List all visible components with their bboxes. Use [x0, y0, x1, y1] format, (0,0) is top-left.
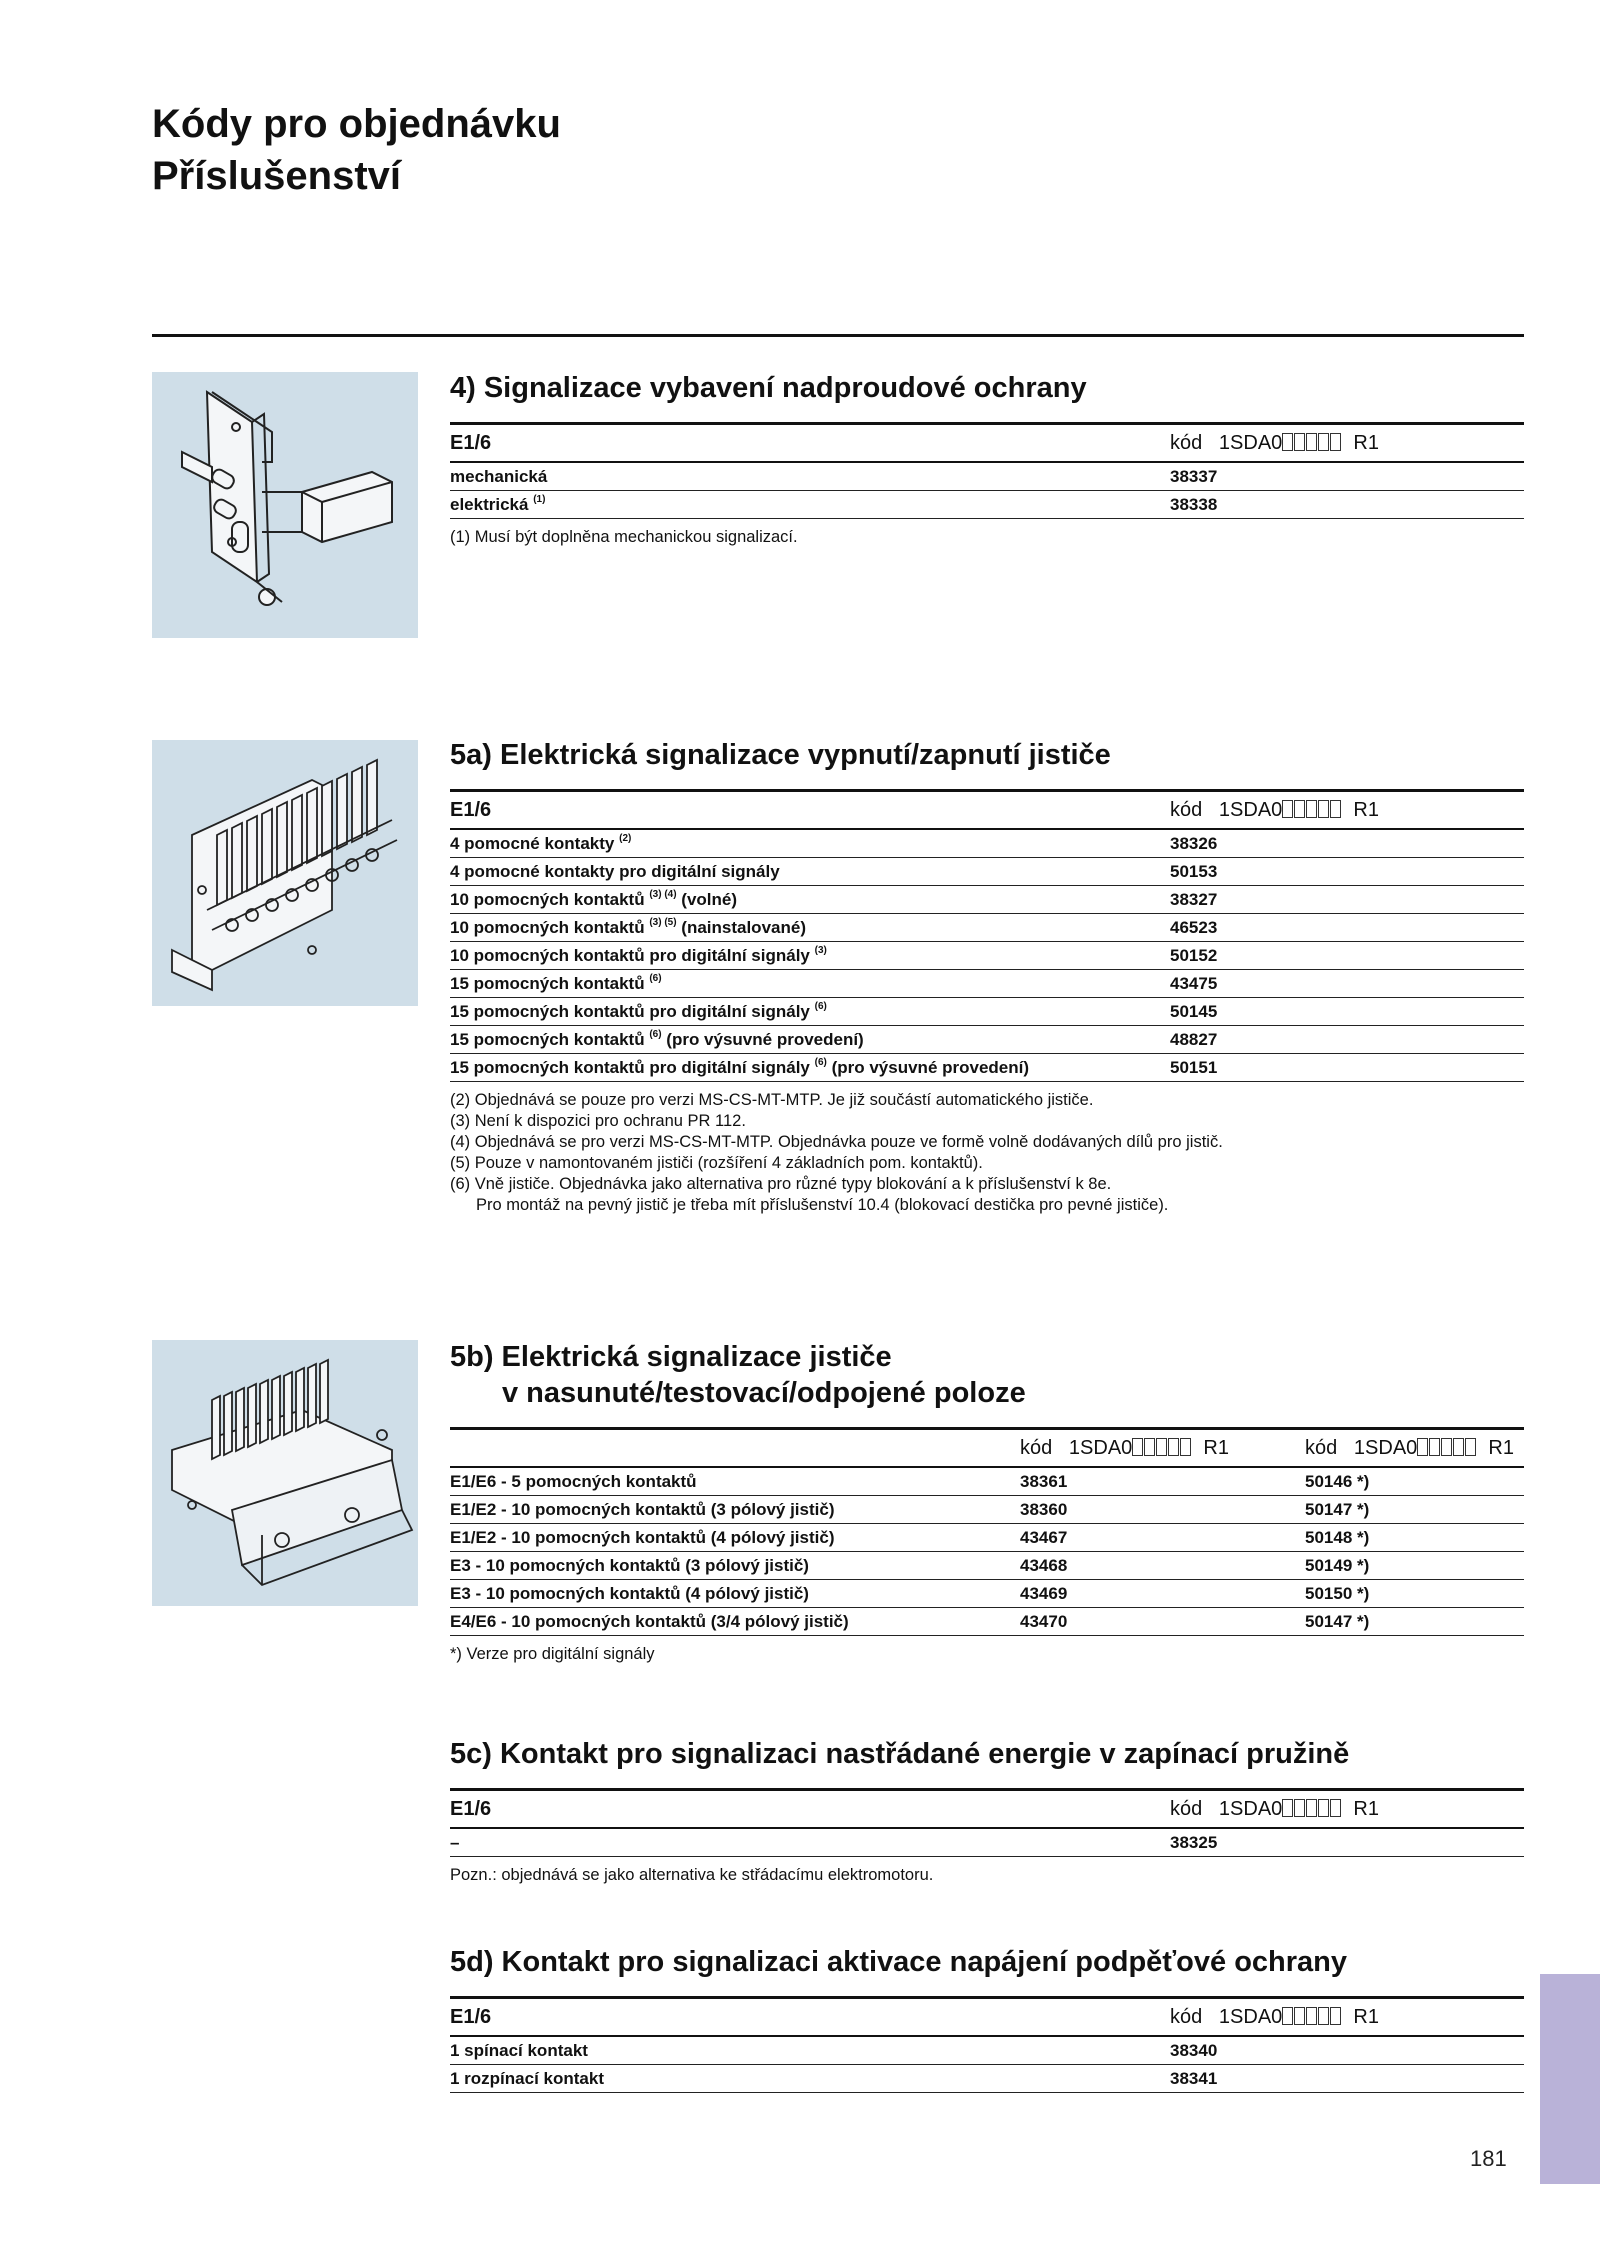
codes-table [450, 422, 1524, 519]
row-code: 38327 [1170, 886, 1524, 914]
row-label: 10 pomocných kontaktů $^{(3) (5)}$ (nainstalované) [450, 914, 1170, 942]
row-code: 38360 [1020, 1496, 1305, 1524]
section-title-line1: 5b) Elektrická signalizace jističe [450, 1341, 892, 1373]
section-title: 5a) Elektrická signalizace vypnutí/zapnutí jističe [450, 739, 1111, 771]
codes-table [450, 1996, 1524, 2093]
row-label: 10 pomocných kontaktů $^{(3) (4)}$ (volné) [450, 886, 1170, 914]
page-number: 181 [1470, 2146, 1507, 2171]
table-row [450, 942, 1524, 970]
kod-label: kód [1020, 1436, 1053, 1459]
table-row [450, 1524, 1524, 1552]
row-code: 38361 [1020, 1467, 1305, 1496]
kod-prefix-code: 1SDA0 [1218, 798, 1283, 821]
top-divider [152, 334, 1524, 337]
row-code-digital: 50150 *) [1305, 1580, 1524, 1608]
section-overcurrent-signal [450, 370, 1524, 548]
row-label: 4 pomocné kontakty pro digitální signály [450, 858, 1170, 886]
code-placeholder-boxes [1132, 1437, 1192, 1460]
row-code: 43475 [1170, 970, 1524, 998]
row-label: elektrická $^{(1)}$ [450, 491, 1170, 519]
row-code: 38337 [1170, 462, 1524, 491]
row-label: – [450, 1828, 1170, 1857]
table-row [450, 2036, 1524, 2065]
kod-prefix-code: 1SDA0 [1218, 2005, 1283, 2028]
section-position-contacts [450, 1339, 1524, 1665]
row-label: 15 pomocných kontaktů pro digitální signály $^{(6)}$ [450, 998, 1170, 1026]
footnotes [450, 1644, 1524, 1665]
column-header-type: E1/6 [450, 424, 1170, 463]
row-label: 1 spínací kontakt [450, 2036, 1170, 2065]
section-title-line2: v nasunuté/testovací/odpojené poloze [502, 1377, 1026, 1409]
table-row [450, 1026, 1524, 1054]
row-code: 38340 [1170, 2036, 1524, 2065]
table-header-row [450, 791, 1524, 830]
table-row [450, 858, 1524, 886]
footnote: (3) Není k dispozici pro ochranu PR 112. [450, 1112, 746, 1130]
column-header-code [1170, 1790, 1524, 1829]
chapter-tab [1540, 1974, 1600, 2184]
row-code: 38325 [1170, 1828, 1524, 1857]
product-image-aux-contacts [152, 740, 418, 1006]
kod-label: kód [1305, 1436, 1338, 1459]
section-aux-contacts [450, 737, 1524, 1216]
table-row [450, 1552, 1524, 1580]
column-header-type: E1/6 [450, 1790, 1170, 1829]
row-code: 43468 [1020, 1552, 1305, 1580]
kod-suffix: R1 [1353, 798, 1379, 821]
table-row [450, 970, 1524, 998]
kod-suffix: R1 [1353, 1797, 1379, 1820]
row-code-digital: 50147 *) [1305, 1496, 1524, 1524]
column-header-code [1020, 1429, 1305, 1468]
section-title: 5d) Kontakt pro signalizaci aktivace napájení podpěťové ochrany [450, 1946, 1348, 1978]
row-code: 43470 [1020, 1608, 1305, 1636]
row-code: 50145 [1170, 998, 1524, 1026]
table-header-row [450, 1998, 1524, 2037]
code-placeholder-boxes [1282, 799, 1342, 822]
footnote: (1) Musí být doplněna mechanickou signalizací. [450, 528, 798, 546]
code-placeholder-boxes [1417, 1437, 1477, 1460]
table-header-row [450, 1790, 1524, 1829]
footnote: (5) Pouze v namontovaném jističi (rozšíření 4 základních pom. kontaktů). [450, 1154, 983, 1172]
row-code: 50153 [1170, 858, 1524, 886]
kod-prefix-code: 1SDA0 [1068, 1436, 1133, 1459]
row-label: E3 - 10 pomocných kontaktů (4 pólový jistič) [450, 1580, 1020, 1608]
table-row [450, 914, 1524, 942]
row-label: E1/E6 - 5 pomocných kontaktů [450, 1467, 1020, 1496]
table-row [450, 1467, 1524, 1496]
overcurrent-signal-drawing [152, 372, 418, 638]
row-label: 15 pomocných kontaktů $^{(6)}$ (pro výsuvné provedení) [450, 1026, 1170, 1054]
page-title-line1: Kódy pro objednávku [152, 102, 561, 146]
table-row [450, 462, 1524, 491]
table-header-row [450, 424, 1524, 463]
kod-label: kód [1170, 2005, 1203, 2028]
footnotes [450, 1090, 1524, 1216]
footnotes [450, 1865, 1524, 1886]
column-header-type: E1/6 [450, 791, 1170, 830]
position-contacts-drawing [152, 1340, 418, 1606]
row-label: 15 pomocných kontaktů $^{(6)}$ [450, 970, 1170, 998]
row-code: 46523 [1170, 914, 1524, 942]
footnote: Pozn.: objednává se jako alternativa ke střádacímu elektromotoru. [450, 1866, 934, 1884]
row-label: E1/E2 - 10 pomocných kontaktů (4 pólový jistič) [450, 1524, 1020, 1552]
footnote: (2) Objednává se pouze pro verzi MS-CS-MT-MTP. Je již součástí automatického jističe. [450, 1091, 1094, 1109]
column-header-code [1170, 424, 1524, 463]
kod-suffix: R1 [1353, 2005, 1379, 2028]
row-label: E3 - 10 pomocných kontaktů (3 pólový jistič) [450, 1552, 1020, 1580]
kod-suffix: R1 [1353, 431, 1379, 454]
table-row [450, 1828, 1524, 1857]
aux-contacts-drawing [152, 740, 418, 1006]
row-code: 38326 [1170, 829, 1524, 858]
footnotes [450, 527, 1524, 548]
table-row [450, 998, 1524, 1026]
row-code: 50151 [1170, 1054, 1524, 1082]
row-code: 38341 [1170, 2065, 1524, 2093]
column-header-type [450, 1429, 1020, 1468]
row-label: 4 pomocné kontakty $^{(2)}$ [450, 829, 1170, 858]
column-header-code-digital [1305, 1429, 1524, 1468]
table-row [450, 491, 1524, 519]
kod-prefix-code: 1SDA0 [1218, 1797, 1283, 1820]
row-code: 38338 [1170, 491, 1524, 519]
kod-label: kód [1170, 798, 1203, 821]
section-title: 4) Signalizace vybavení nadproudové ochrany [450, 372, 1087, 404]
footnote: (6) Vně jističe. Objednávka jako alternativa pro různé typy blokování a k příslušenství k 8e. [450, 1175, 1112, 1193]
code-placeholder-boxes [1282, 1798, 1342, 1821]
kod-suffix: R1 [1488, 1436, 1514, 1459]
footnote: Pro montáž na pevný jistič je třeba mít příslušenství 10.4 (blokovací destička pro pevné jističe). [476, 1196, 1169, 1214]
row-label: E1/E2 - 10 pomocných kontaktů (3 pólový jistič) [450, 1496, 1020, 1524]
row-code: 43467 [1020, 1524, 1305, 1552]
row-code-digital: 50146 *) [1305, 1467, 1524, 1496]
row-label: 10 pomocných kontaktů pro digitální signály $^{(3)}$ [450, 942, 1170, 970]
codes-table [450, 1427, 1524, 1636]
code-placeholder-boxes [1282, 2006, 1342, 2029]
kod-label: kód [1170, 431, 1203, 454]
row-code: 43469 [1020, 1580, 1305, 1608]
row-label: mechanická [450, 462, 1170, 491]
column-header-code [1170, 791, 1524, 830]
row-code-digital: 50149 *) [1305, 1552, 1524, 1580]
footnote: (4) Objednává se pro verzi MS-CS-MT-MTP. Objednávka pouze ve formě volně dodávaných dílů pro jistič. [450, 1133, 1223, 1151]
page-title [152, 98, 561, 202]
table-row [450, 1580, 1524, 1608]
row-code: 48827 [1170, 1026, 1524, 1054]
product-image-overcurrent-signal [152, 372, 418, 638]
kod-label: kód [1170, 1797, 1203, 1820]
row-label: 1 rozpínací kontakt [450, 2065, 1170, 2093]
page-title-line2: Příslušenství [152, 154, 402, 198]
row-label: E4/E6 - 10 pomocných kontaktů (3/4 pólový jistič) [450, 1608, 1020, 1636]
product-image-position-contacts [152, 1340, 418, 1606]
kod-prefix-code: 1SDA0 [1353, 1436, 1418, 1459]
code-placeholder-boxes [1282, 432, 1342, 455]
table-row [450, 2065, 1524, 2093]
column-header-type: E1/6 [450, 1998, 1170, 2037]
section-undervoltage-contact [450, 1944, 1524, 2093]
section-title: 5c) Kontakt pro signalizaci nastřádané energie v zapínací pružině [450, 1738, 1350, 1770]
table-row [450, 1054, 1524, 1082]
footnote: *) Verze pro digitální signály [450, 1645, 655, 1663]
table-row [450, 1496, 1524, 1524]
row-code: 50152 [1170, 942, 1524, 970]
row-label: 15 pomocných kontaktů pro digitální signály $^{(6)}$ (pro výsuvné provedení) [450, 1054, 1170, 1082]
table-header-row [450, 1429, 1524, 1468]
kod-prefix-code: 1SDA0 [1218, 431, 1283, 454]
column-header-code [1170, 1998, 1524, 2037]
row-code-digital: 50148 *) [1305, 1524, 1524, 1552]
kod-suffix: R1 [1203, 1436, 1229, 1459]
table-row [450, 886, 1524, 914]
table-row [450, 1608, 1524, 1636]
row-code-digital: 50147 *) [1305, 1608, 1524, 1636]
section-spring-charged-contact [450, 1736, 1524, 1886]
table-row [450, 829, 1524, 858]
section-title [450, 1339, 1524, 1411]
codes-table [450, 1788, 1524, 1857]
codes-table [450, 789, 1524, 1082]
